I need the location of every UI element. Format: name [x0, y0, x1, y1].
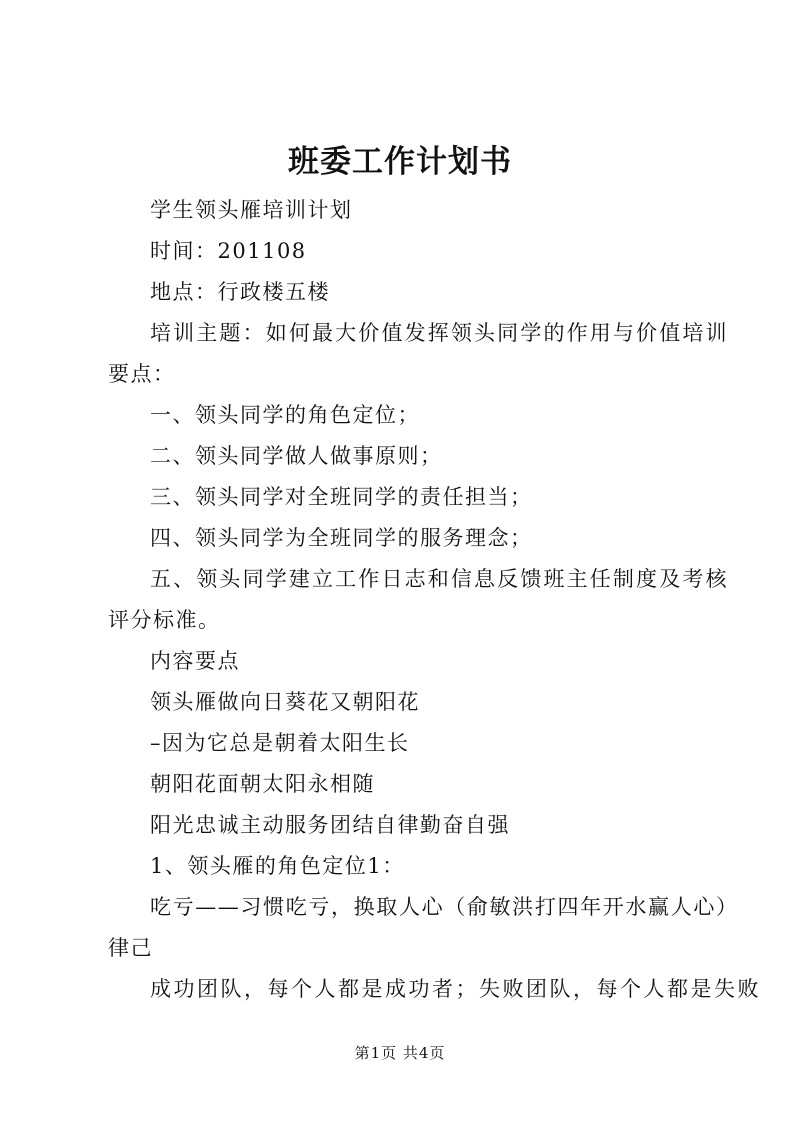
paragraph-location: 地点：行政楼五楼: [150, 280, 330, 304]
paragraph-sun-growth: –因为它总是朝着太阳生长: [150, 731, 410, 755]
paragraph-subtitle: 学生领头雁培训计划: [150, 198, 353, 222]
document-title: 班委工作计划书: [288, 144, 512, 180]
paragraph-point-3: 三、领头同学对全班同学的责任担当；: [150, 485, 533, 509]
paragraph-sunflower: 领头雁做向日葵花又朝阳花: [150, 690, 420, 714]
paragraph-follow-sun: 朝阳花面朝太阳永相随: [150, 772, 375, 796]
paragraph-point-2: 二、领头同学做人做事原则；: [150, 444, 443, 468]
paragraph-role-heading: 1、领头雁的角色定位1：: [150, 854, 405, 878]
paragraph-take-loss: 吃亏——习惯吃亏，换取人心（俞敏洪打四年开水赢人心）律己: [108, 895, 728, 960]
paragraph-content-heading: 内容要点: [150, 649, 240, 673]
page-number-footer: 第1页 共4页: [354, 1044, 446, 1062]
document-body: [108, 190, 761, 1010]
paragraph-training-theme: 培训主题：如何最大价值发挥领头同学的作用与价值培训要点：: [108, 321, 728, 386]
paragraph-point-1: 一、领头同学的角色定位；: [150, 403, 420, 427]
paragraph-time: 时间：201108: [150, 239, 307, 263]
paragraph-point-5: 五、领头同学建立工作日志和信息反馈班主任制度及考核评分标准。: [108, 567, 728, 632]
paragraph-point-4: 四、领头同学为全班同学的服务理念；: [150, 526, 533, 550]
paragraph-team-success: 成功团队，每个人都是成功者；失败团队，每个人都是失败: [150, 977, 761, 1001]
paragraph-values: 阳光忠诚主动服务团结自律勤奋自强: [150, 813, 510, 837]
